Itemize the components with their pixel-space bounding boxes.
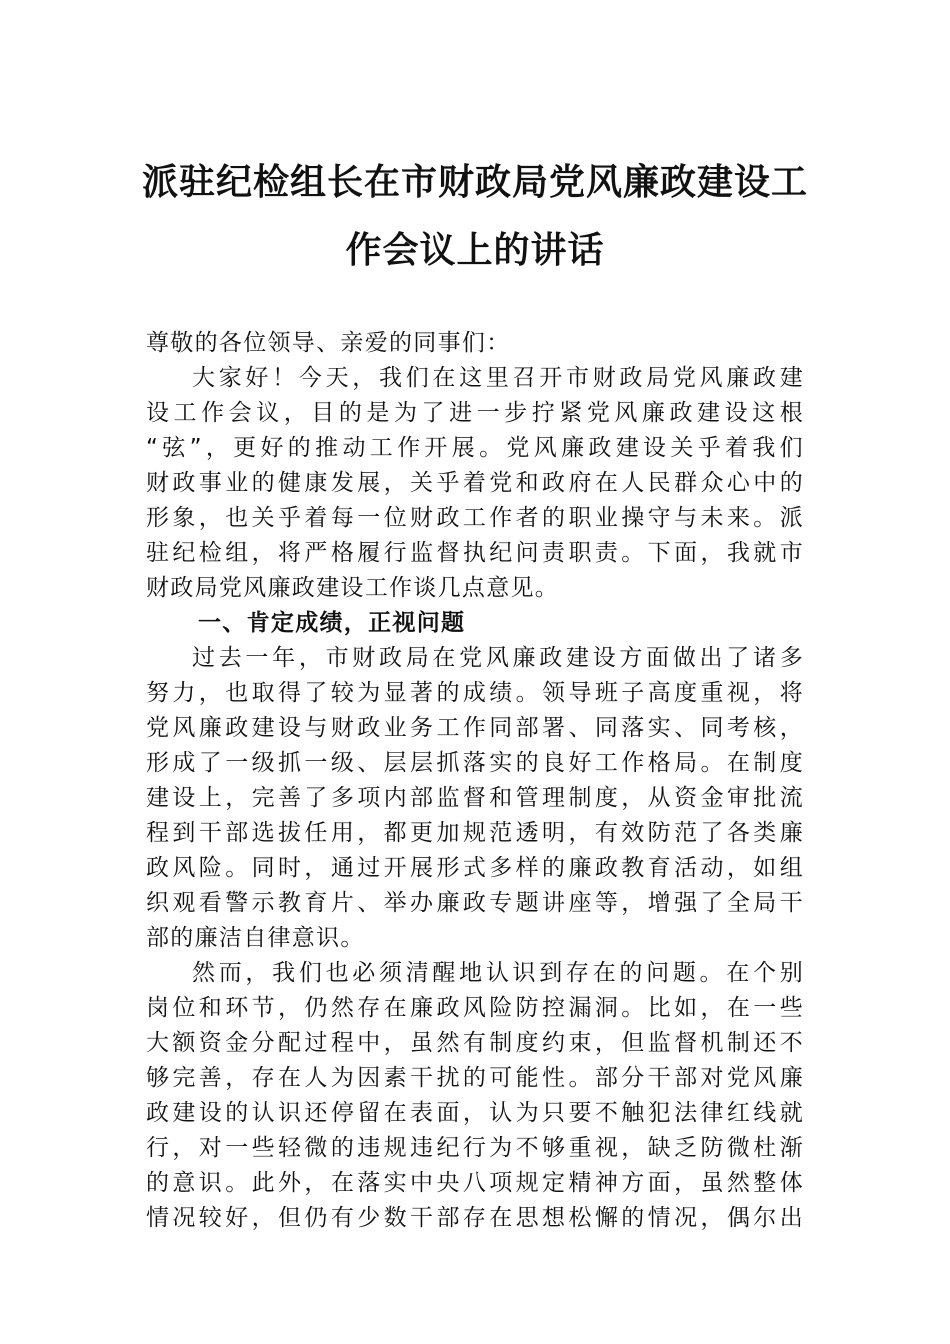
text-line: 形象，也关乎着每一位财政工作者的职业操守与未来。派 xyxy=(146,505,804,531)
text-line: 程到干部选拔任用，都更加规范透明，有效防范了各类廉 xyxy=(146,820,804,846)
title-line: 派驻纪检组长在市财政局党风廉政建设工 xyxy=(141,161,808,203)
text-line: 情况较好，但仍有少数干部存在思想松懈的情况，偶尔出 xyxy=(146,1205,804,1231)
title-line: 作会议上的讲话 xyxy=(345,229,605,271)
document-title xyxy=(140,148,810,284)
section-heading: 一、肯定成绩，正视问题 xyxy=(198,610,466,636)
text-line: 岗位和环节，仍然存在廉政风险防控漏洞。比如，在一些 xyxy=(146,995,804,1021)
text-line: 大家好！今天，我们在这里召开市财政局党风廉政建 xyxy=(192,365,804,391)
text-line: 然而，我们也必须清醒地认识到存在的问题。在个别 xyxy=(192,960,804,986)
text-line: 的意识。此外，在落实中央八项规定精神方面，虽然整体 xyxy=(146,1170,804,1196)
paragraph-problems xyxy=(146,956,804,1236)
document-body xyxy=(146,326,804,1236)
text-line: 行，对一些轻微的违规违纪行为不够重视，缺乏防微杜渐 xyxy=(146,1135,804,1161)
text-line: 设工作会议，目的是为了进一步拧紧党风廉政建设这根 xyxy=(146,400,804,426)
paragraph-achievements xyxy=(146,641,804,956)
text-line: 部的廉洁自律意识。 xyxy=(146,925,365,951)
text-line: 努力，也取得了较为显著的成绩。领导班子高度重视，将 xyxy=(146,680,804,706)
text-line: 财政局党风廉政建设工作谈几点意见。 xyxy=(146,575,560,601)
text-line: 财政事业的健康发展，关乎着党和政府在人民群众心中的 xyxy=(146,470,804,496)
salutation: 尊敬的各位领导、亲爱的同事们： xyxy=(146,330,511,356)
paragraph-intro xyxy=(146,361,804,606)
text-line: 党风廉政建设与财政业务工作同部署、同落实、同考核， xyxy=(146,715,804,741)
text-line: 大额资金分配过程中，虽然有制度约束，但监督机制还不 xyxy=(146,1030,804,1056)
text-line: 够完善，存在人为因素干扰的可能性。部分干部对党风廉 xyxy=(146,1065,804,1091)
text-line: 政建设的认识还停留在表面，认为只要不触犯法律红线就 xyxy=(146,1100,804,1126)
text-line: “弦”，更好的推动工作开展。党风廉政建设关乎着我们 xyxy=(146,435,804,461)
text-line: 织观看警示教育片、举办廉政专题讲座等，增强了全局干 xyxy=(146,890,804,916)
text-line: 驻纪检组，将严格履行监督执纪问责职责。下面，我就市 xyxy=(146,540,804,566)
text-line: 过去一年，市财政局在党风廉政建设方面做出了诸多 xyxy=(192,645,804,671)
text-line: 形成了一级抓一级、层层抓落实的良好工作格局。在制度 xyxy=(146,750,804,776)
text-line: 政风险。同时，通过开展形式多样的廉政教育活动，如组 xyxy=(146,855,804,881)
text-line: 建设上，完善了多项内部监督和管理制度，从资金审批流 xyxy=(146,785,804,811)
